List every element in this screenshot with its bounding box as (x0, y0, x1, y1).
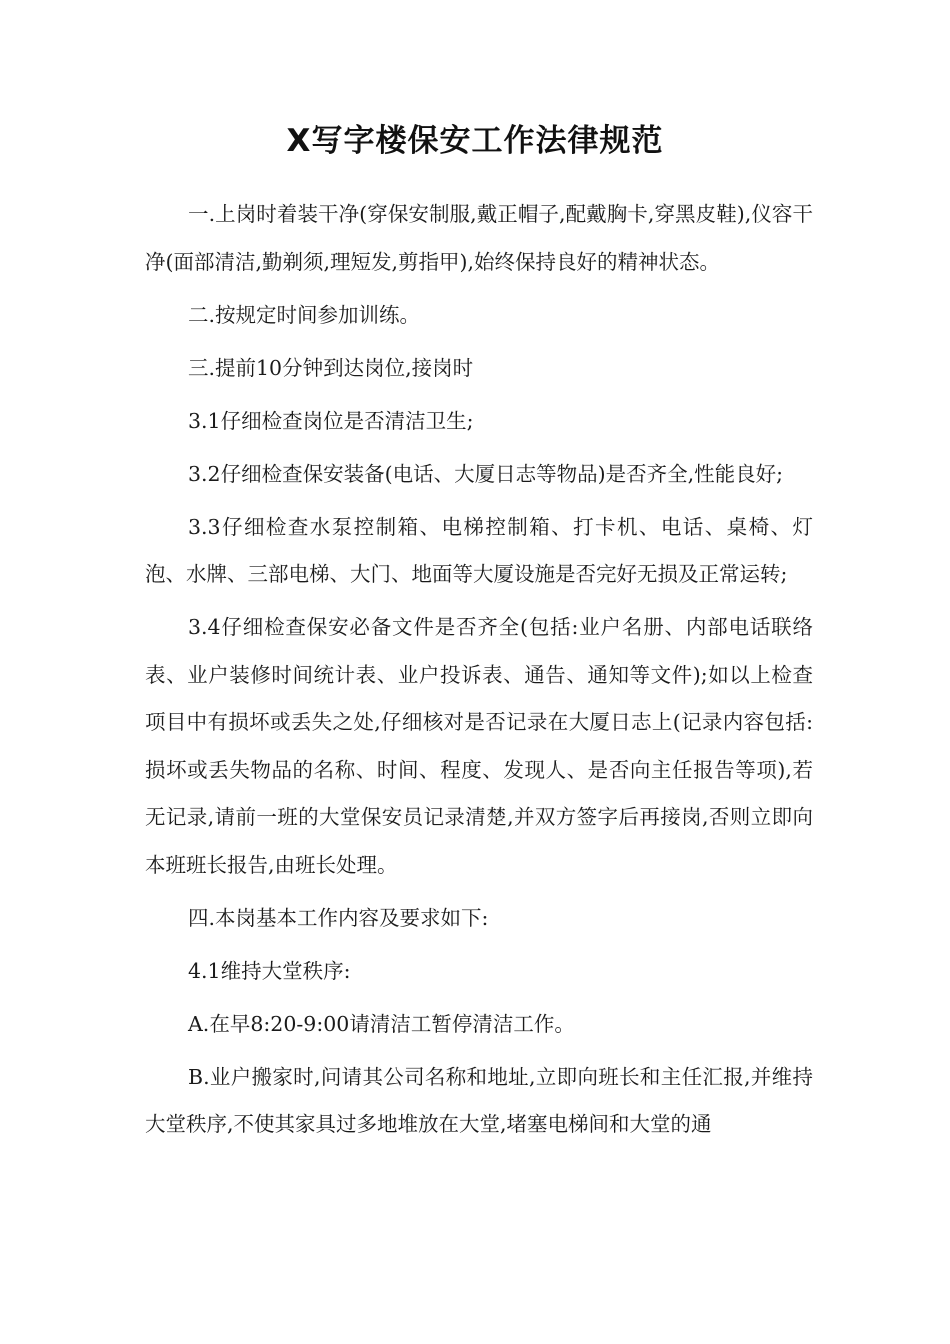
paragraph-check-hygiene: 3.1仔细检查岗位是否清洁卫生; (188, 408, 474, 433)
paragraph-uniform: 一.上岗时着装干净(穿保安制服,戴正帽子,配戴胸卡,穿黑皮鞋),仪容干净(面部清洁,勤剃须,理短发,剪指甲),始终保持良好的精神状态。 (145, 202, 813, 274)
paragraph-lobby-order: 4.1维持大堂秩序: (188, 958, 351, 983)
paragraph-cleaning-pause: A.在早8:20-9:00请清洁工暂停清洁工作。 (188, 1011, 575, 1036)
paragraph-check-equipment: 3.2仔细检查保安装备(电话、大厦日志等物品)是否齐全,性能良好; (188, 461, 784, 486)
paragraph-check-documents: 3.4仔细检查保安必备文件是否齐全(包括:业户名册、内部电话联络表、业户装修时间统计表、业户投诉表、通告、通知等文件);如以上检查项目中有损坏或丢失之处,仔细核对是否记录在大厦日志上(记录内容包括:损坏或丢失物品的名称、时间、程度、发现人、是否向主任报告等项),若无记录,请前一班的大堂保安员记录清楚,并双方签字后再接岗,否则立即向本班班长报告,由班长处理。 (145, 615, 813, 877)
paragraph-training: 二.按规定时间参加训练。 (188, 302, 421, 327)
paragraph-check-facilities: 3.3仔细检查水泵控制箱、电梯控制箱、打卡机、电话、桌椅、灯泡、水牌、三部电梯、大门、地面等大厦设施是否完好无损及正常运转; (145, 514, 813, 586)
document-body (145, 191, 813, 1154)
document-title: X写字楼保安工作法律规范 (286, 123, 664, 159)
paragraph-arrival: 三.提前10分钟到达岗位,接岗时 (188, 355, 474, 380)
paragraph-moving: B.业户搬家时,问请其公司名称和地址,立即向班长和主任汇报,并维持大堂秩序,不使其家具过多地堆放在大堂,堵塞电梯间和大堂的通 (145, 1064, 813, 1136)
paragraph-duties-heading: 四.本岗基本工作内容及要求如下: (188, 905, 489, 930)
